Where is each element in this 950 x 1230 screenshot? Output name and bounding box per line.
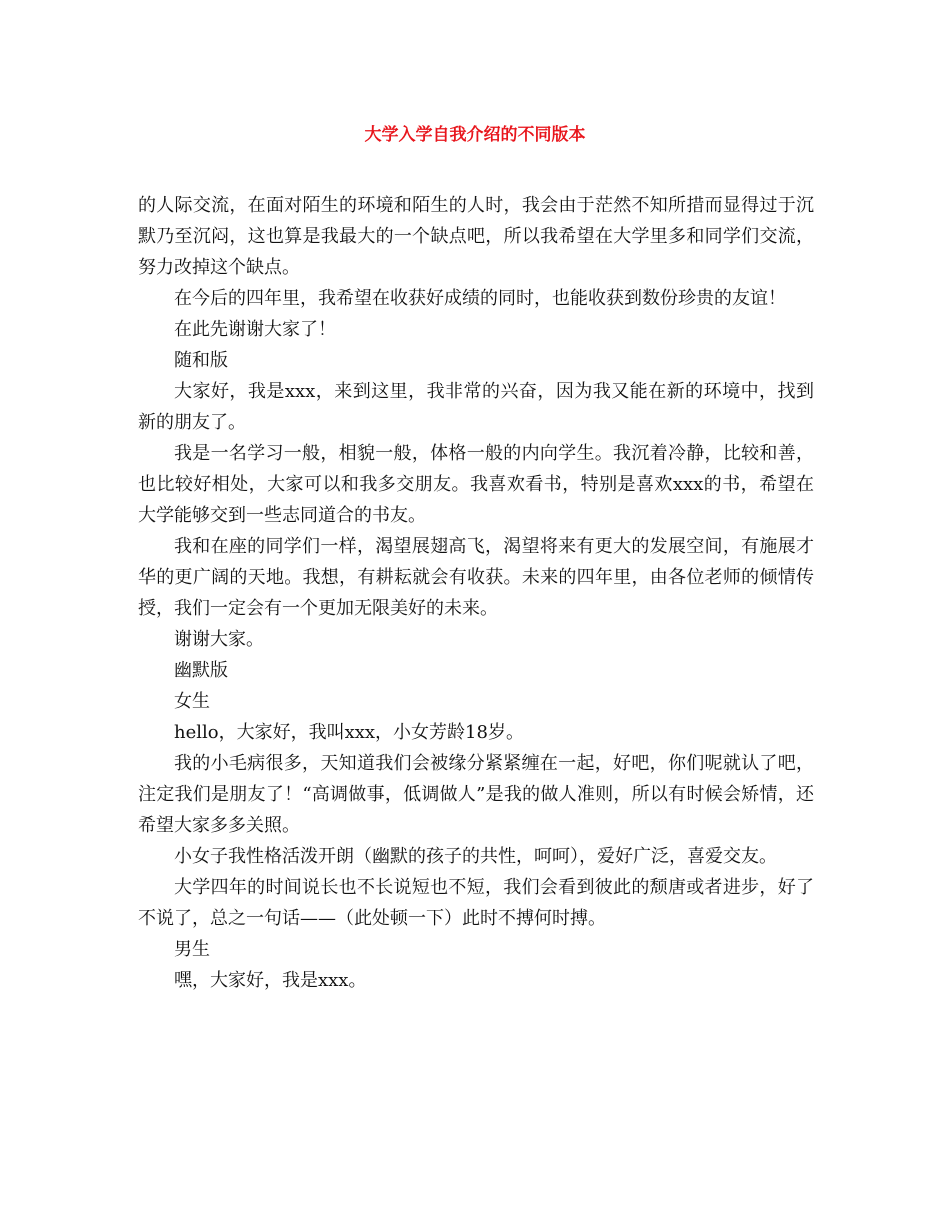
paragraph: 大家好，我是xxx，来到这里，我非常的兴奋，因为我又能在新的环境中，找到新的朋友了。 <box>138 381 814 433</box>
section-heading-casual: 随和版 <box>174 350 228 371</box>
paragraph: 我是一名学习一般，相貌一般，体格一般的内向学生。我沉着冷静，比较和善，也比较好相处，大家可以和我多交朋友。我喜欢看书，特别是喜欢xxx的书，希望在大学能够交到一些志同道合的书友。 <box>138 443 814 526</box>
paragraph: 嘿，大家好，我是xxx。 <box>174 970 367 991</box>
subheading-male: 男生 <box>174 939 210 960</box>
paragraph: hello，大家好，我叫xxx，小女芳龄18岁。 <box>174 722 524 743</box>
paragraph: 我的小毛病很多，天知道我们会被缘分紧紧缠在一起，好吧，你们呢就认了吧，注定我们是朋友了！“高调做事，低调做人”是我的做人准则，所以有时候会矫情，还希望大家多多关照。 <box>138 753 814 836</box>
document-title: 大学入学自我介绍的不同版本 <box>364 125 586 145</box>
paragraph: 在此先谢谢大家了！ <box>174 319 336 340</box>
subheading-female: 女生 <box>174 691 210 712</box>
paragraph: 大学四年的时间说长也不长说短也不短，我们会看到彼此的颓唐或者进步，好了不说了，总之一句话——（此处顿一下）此时不搏何时搏。 <box>138 877 814 929</box>
paragraph: 小女子我性格活泼开朗（幽默的孩子的共性，呵呵），爱好广泛，喜爱交友。 <box>174 846 777 867</box>
section-heading-humor: 幽默版 <box>174 660 228 681</box>
paragraph: 谢谢大家。 <box>174 629 264 650</box>
paragraph-continued: 的人际交流，在面对陌生的环境和陌生的人时，我会由于茫然不知所措而显得过于沉默乃至沉闷，这也算是我最大的一个缺点吧，所以我希望在大学里多和同学们交流，努力改掉这个缺点。 <box>138 195 814 278</box>
document-body <box>138 190 814 996</box>
paragraph: 在今后的四年里，我希望在收获好成绩的同时，也能收获到数份珍贵的友谊！ <box>174 288 786 309</box>
paragraph: 我和在座的同学们一样，渴望展翅高飞，渴望将来有更大的发展空间，有施展才华的更广阔的天地。我想，有耕耘就会有收获。未来的四年里，由各位老师的倾情传授，我们一定会有一个更加无限美好的未来。 <box>138 536 814 619</box>
